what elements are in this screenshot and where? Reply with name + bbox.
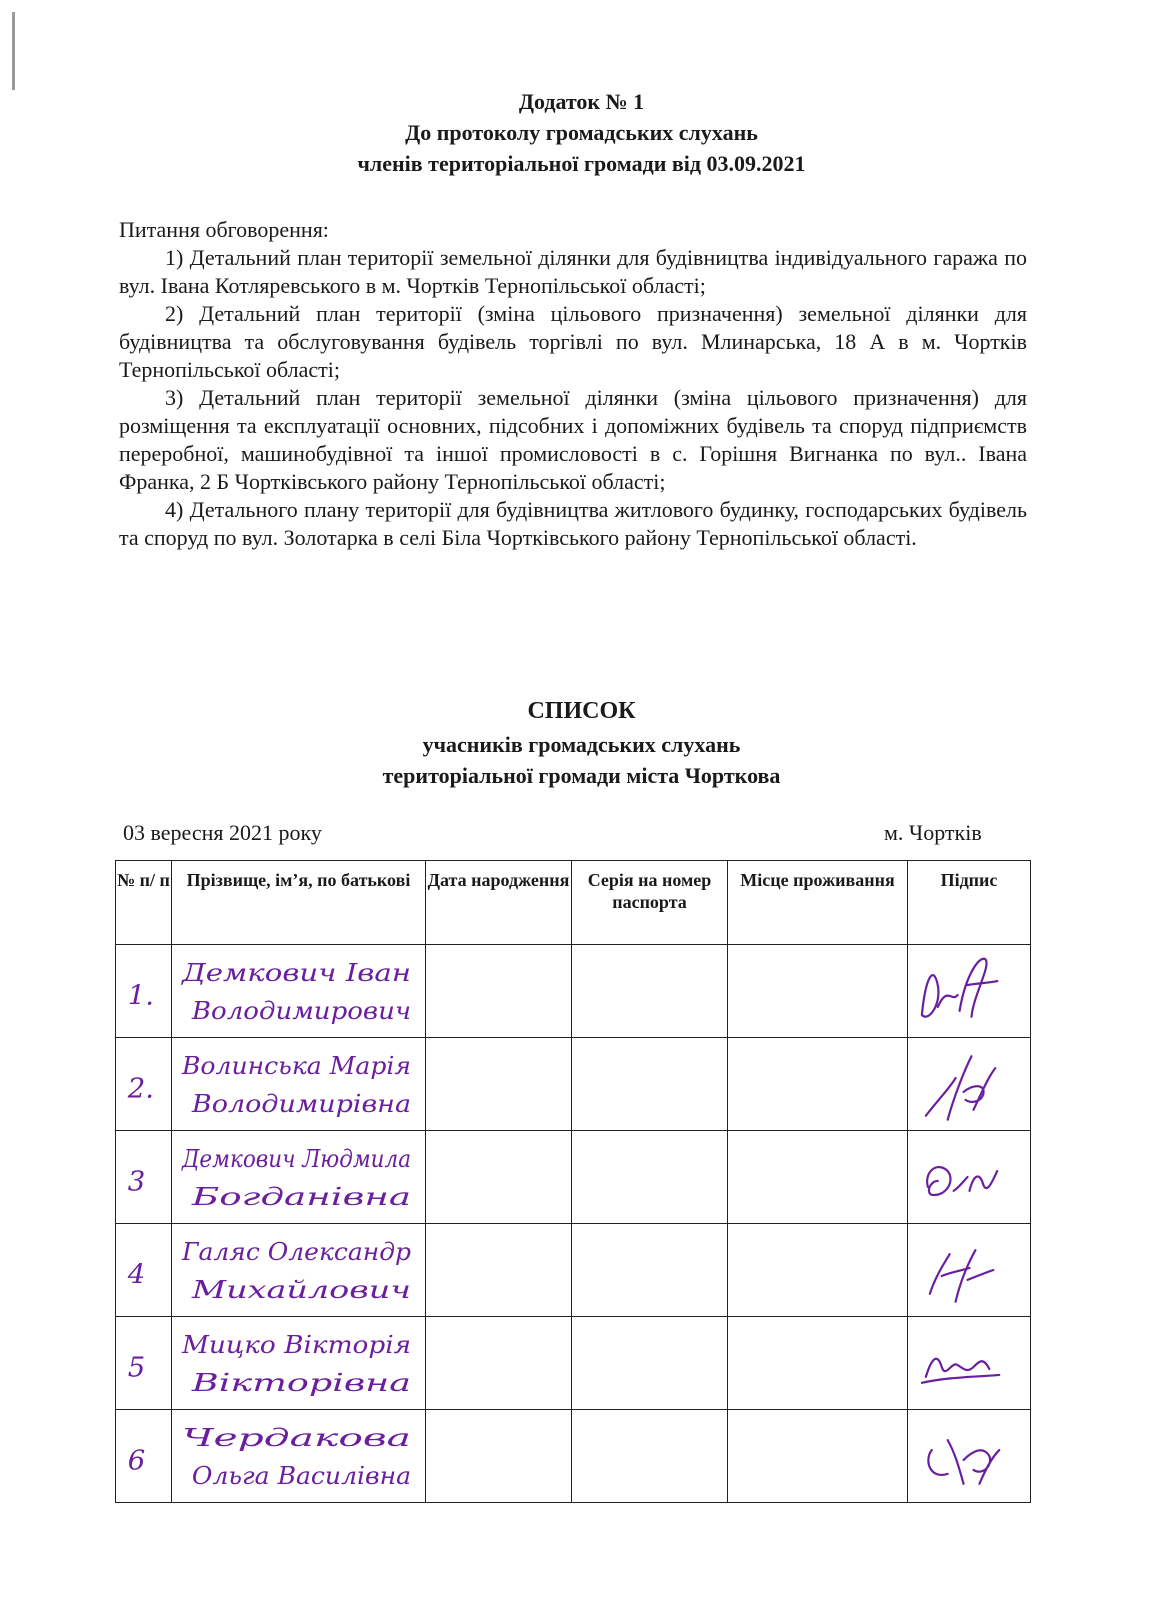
signature-cell (908, 1317, 1031, 1410)
column-header-number: № п/ п (116, 861, 172, 945)
signature (930, 1250, 993, 1302)
participant-name-cell (172, 1317, 426, 1410)
row-number: 6 (127, 1444, 146, 1477)
passport-cell (572, 1224, 728, 1317)
table-row (116, 1317, 1031, 1410)
signature-cell (908, 1410, 1031, 1503)
participant-patronymic: Володимирович (190, 996, 412, 1025)
agenda-section (119, 216, 1027, 552)
row-number: 5 (127, 1351, 146, 1384)
residence-cell (728, 1131, 908, 1224)
list-subtitle: учасників громадських слухань (422, 732, 741, 757)
participant-surname-name: Мицко Вікторія (180, 1331, 412, 1360)
appendix-header (0, 86, 1163, 179)
table-row (116, 1224, 1031, 1317)
list-title: СПИСОК (527, 698, 636, 724)
participant-name-cell (172, 1410, 426, 1503)
column-header-signature: Підпис (908, 861, 1031, 945)
participants-table (115, 860, 1031, 1503)
row-number-cell (116, 1410, 172, 1503)
passport-cell (572, 1410, 728, 1503)
signature-cell (908, 945, 1031, 1038)
signature-cell (908, 1038, 1031, 1131)
residence-cell (728, 1317, 908, 1410)
participant-patronymic: Богданівна (190, 1182, 412, 1211)
residence-cell (728, 1224, 908, 1317)
participant-name-cell (172, 1131, 426, 1224)
list-subtitle-2: територіальної громади міста Чорткова (382, 763, 781, 788)
agenda-item: 3) Детальний план території земельної ділянки (зміна цільового призначення) для розміщення та експлуатації основних, підсобних і допоміжних будівель та споруд підприємств переробної, машинобудівної та іншої промисловості в с. Горішня Вигнанка по вул.. Івана Франка, 2 Б Чортківського району Тернопільської області; (119, 385, 1027, 494)
appendix-title: Додаток № 1 (518, 89, 645, 114)
participant-patronymic: Михайлович (190, 1275, 412, 1304)
birth-date-cell (426, 1131, 572, 1224)
page-edge-mark (12, 12, 15, 90)
participant-name-cell (172, 945, 426, 1038)
row-number: 2. (127, 1072, 155, 1105)
signature (927, 1167, 997, 1195)
agenda-item: 4) Детального плану території для будівництва житлового будинку, господарських будівель та споруд по вул. Золотарка в селі Біла Чортківського району Тернопільської області. (119, 497, 1027, 550)
row-number-cell (116, 1224, 172, 1317)
participant-name-cell (172, 1224, 426, 1317)
passport-cell (572, 1131, 728, 1224)
participant-surname-name: Демкович Людмила (181, 1145, 412, 1174)
table-header-row (116, 861, 1031, 945)
appendix-subtitle-2: членів територіальної громади від 03.09.2021 (357, 151, 806, 176)
agenda-item: 2) Детальний план території (зміна цільового призначення) земельної ділянки для будівництва та обслуговування будівель торгівлі по вул. Млинарська, 18 А в м. Чортків Тернопільської області; (119, 301, 1027, 382)
row-number-cell (116, 945, 172, 1038)
residence-cell (728, 1410, 908, 1503)
row-number-cell (116, 1317, 172, 1410)
birth-date-cell (426, 1317, 572, 1410)
passport-cell (572, 1317, 728, 1410)
document-date: 03 вересня 2021 року (123, 820, 322, 845)
residence-cell (728, 945, 908, 1038)
appendix-subtitle: До протоколу громадських слухань (405, 120, 758, 145)
column-header-name: Прізвище, ім’я, по батькові (172, 861, 426, 945)
row-number: 4 (127, 1258, 146, 1291)
row-number: 1. (127, 979, 155, 1012)
passport-cell (572, 1038, 728, 1131)
table-row (116, 1038, 1031, 1131)
participant-name-cell (172, 1038, 426, 1131)
row-number-cell (116, 1038, 172, 1131)
table-row (116, 1131, 1031, 1224)
column-header-residence: Місце проживання (728, 861, 908, 945)
participant-patronymic: Ольга Василівна (191, 1461, 412, 1490)
birth-date-cell (426, 1038, 572, 1131)
birth-date-cell (426, 945, 572, 1038)
participant-surname-name: Волинська Марія (180, 1052, 412, 1081)
signature (928, 1440, 999, 1484)
row-number-cell (116, 1131, 172, 1224)
agenda-item: 1) Детальний план території земельної ділянки для будівництва індивідуального гаража по вул. Івана Котляревського в м. Чортків Тернопільської області; (119, 245, 1027, 298)
column-header-birth-date: Дата народження (426, 861, 572, 945)
participant-surname-name: Чердакова (181, 1424, 412, 1453)
agenda-intro: Питання обговорення: (119, 217, 329, 242)
participant-surname-name: Демкович Іван (180, 959, 412, 988)
signature (922, 1359, 999, 1383)
signature-cell (908, 1131, 1031, 1224)
list-header (0, 693, 1163, 791)
participant-surname-name: Галяс Олександр (180, 1238, 412, 1267)
participant-patronymic: Володимирівна (190, 1089, 412, 1118)
birth-date-cell (426, 1224, 572, 1317)
residence-cell (728, 1038, 908, 1131)
column-header-passport: Серія на номер паспорта (572, 861, 728, 945)
participant-patronymic: Вікторівна (190, 1368, 412, 1397)
birth-date-cell (426, 1410, 572, 1503)
signature (922, 959, 997, 1017)
document-place: м. Чортків (884, 820, 982, 845)
row-number: 3 (127, 1165, 146, 1198)
table-row (116, 1410, 1031, 1503)
signature-cell (908, 1224, 1031, 1317)
signature (926, 1056, 995, 1119)
table-row (116, 945, 1031, 1038)
passport-cell (572, 945, 728, 1038)
